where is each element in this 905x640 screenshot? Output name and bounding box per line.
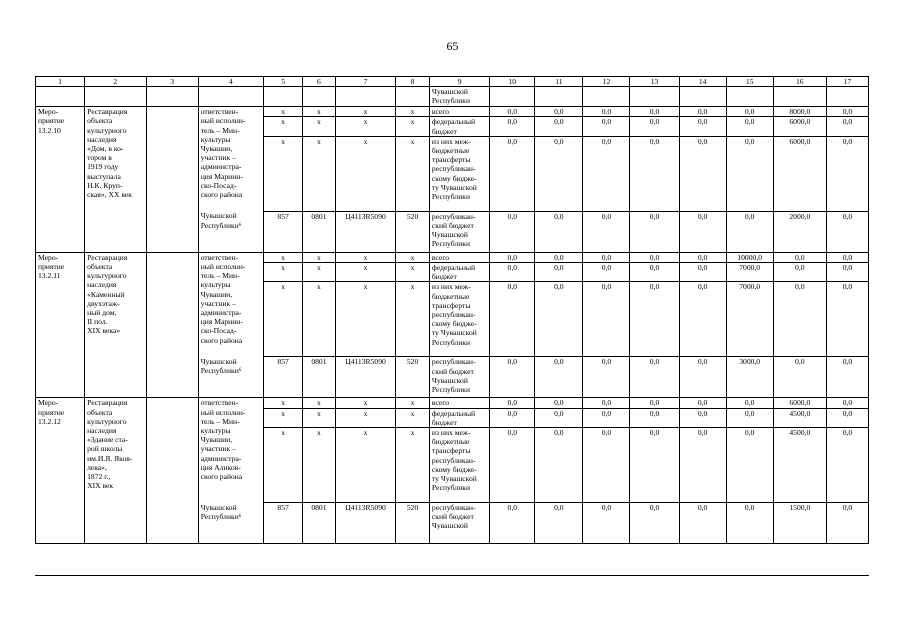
responsible-executor-top (198, 252, 263, 357)
code-cell: x (303, 107, 336, 117)
value-cell: 0,0 (535, 398, 583, 408)
value-cell: 0,0 (583, 107, 630, 117)
code-cell: x (335, 252, 395, 262)
value-cell: 0,0 (583, 117, 630, 136)
code-cell: x (335, 107, 395, 117)
empty-cell (146, 252, 198, 398)
value-cell: 0,0 (630, 398, 679, 408)
source-label: из них меж- бюджетные трансферты республикан- скому бюдже- ту Чувашской Республики (429, 428, 489, 503)
value-cell: 0,0 (630, 117, 679, 136)
event-id: Меро- приятие 13.2.11 (36, 252, 85, 398)
responsible-prefix: ответствен- ный исполни- тель – Мин- культуры Чувашии, участник – администра- (200, 398, 246, 463)
code-cell: x (396, 282, 430, 357)
value-cell: 0,0 (630, 357, 679, 398)
value-cell: 0,0 (630, 107, 679, 117)
responsible-district: ция Мариин- ско-Посад- ского района (200, 171, 243, 200)
value-cell: 0,0 (826, 107, 868, 117)
value-cell: 0,0 (490, 263, 535, 282)
code-cell: x (335, 398, 395, 408)
source-label: всего (429, 107, 489, 117)
source-label: федеральный бюджет (429, 117, 489, 136)
value-cell: 0,0 (630, 263, 679, 282)
value-cell: 0,0 (583, 211, 630, 252)
code-cell: x (303, 263, 336, 282)
value-cell: 0,0 (535, 357, 583, 398)
value-cell: 0,0 (630, 211, 679, 252)
code-cell: x (264, 117, 303, 136)
value-cell: 6000,0 (773, 398, 826, 408)
value-cell: 0,0 (679, 428, 726, 503)
code-cell: x (264, 252, 303, 262)
value-cell: 7000,0 (726, 263, 773, 282)
source-label: всего (429, 398, 489, 408)
value-cell: 0,0 (490, 503, 535, 544)
event-name: Реставрация объекта культурного наследия «Дом, в ко- тором в 1919 году выступала Н.К. Круп- ская», XX век (85, 107, 146, 253)
table-row (36, 252, 869, 262)
code-cell: x (303, 428, 336, 503)
col-header: 13 (630, 77, 679, 87)
col-header: 16 (773, 77, 826, 87)
table-bottom-rule (35, 575, 869, 576)
value-cell: 0,0 (490, 357, 535, 398)
code-cell: x (396, 252, 430, 262)
responsible-executor-bottom: Чувашской Республики⁶ (198, 211, 263, 252)
value-cell: 0,0 (490, 117, 535, 136)
value-cell: 0,0 (826, 263, 868, 282)
value-cell: 0,0 (583, 357, 630, 398)
value-cell: 8000,0 (773, 107, 826, 117)
code-cell: x (396, 263, 430, 282)
value-cell: 0,0 (726, 428, 773, 503)
code-cell: x (396, 428, 430, 503)
value-cell: 0,0 (773, 282, 826, 357)
responsible-prefix: ответствен- ный исполни- тель – Мин- культуры Чувашии, участник – администра- (200, 107, 246, 172)
col-header: 12 (583, 77, 630, 87)
code-cell: x (335, 408, 395, 427)
value-cell: 0,0 (826, 211, 868, 252)
code-cell: x (335, 136, 395, 211)
col-header: 17 (826, 77, 868, 87)
responsible-prefix: ответствен- ный исполни- тель – Мин- культуры Чувашии, участник – администра- (200, 252, 246, 318)
code-cell: Ц4113R5090 (335, 357, 395, 398)
value-cell: 0,0 (679, 503, 726, 544)
value-cell: 0,0 (679, 357, 726, 398)
value-cell: 0,0 (583, 282, 630, 357)
value-cell: 0,0 (726, 408, 773, 427)
value-cell: 6000,0 (773, 136, 826, 211)
col-header: 9 (429, 77, 489, 87)
value-cell: 0,0 (826, 503, 868, 544)
value-cell: 0,0 (679, 136, 726, 211)
code-cell: x (396, 398, 430, 408)
value-cell: 3000,0 (726, 357, 773, 398)
code-cell: x (335, 263, 395, 282)
code-cell: 0801 (303, 503, 336, 544)
value-cell: 0,0 (773, 252, 826, 262)
value-cell: 0,0 (583, 263, 630, 282)
code-cell: x (335, 428, 395, 503)
continuation-row (36, 87, 869, 107)
code-cell: x (264, 408, 303, 427)
value-cell: 0,0 (826, 282, 868, 357)
value-cell: 0,0 (726, 107, 773, 117)
value-cell: 0,0 (630, 252, 679, 262)
source-label: республикан- ский бюджет Чувашской Республики (429, 211, 489, 252)
continuation-cell: Чувашской Республики (429, 87, 489, 107)
code-cell: x (303, 117, 336, 136)
value-cell: 0,0 (726, 503, 773, 544)
code-cell: 857 (264, 357, 303, 398)
code-cell: 520 (396, 357, 430, 398)
page-number: 65 (446, 39, 459, 53)
value-cell: 0,0 (773, 357, 826, 398)
code-cell: x (396, 117, 430, 136)
value-cell: 0,0 (583, 408, 630, 427)
value-cell: 0,0 (630, 282, 679, 357)
value-cell: 0,0 (535, 263, 583, 282)
budget-table (35, 76, 869, 544)
value-cell: 0,0 (826, 398, 868, 408)
event-id: Меро- приятие 13.2.10 (36, 107, 85, 253)
value-cell: 0,0 (583, 503, 630, 544)
code-cell: 0801 (303, 357, 336, 398)
table-row (36, 107, 869, 117)
col-header: 4 (198, 77, 263, 87)
responsible-executor-bottom: Чувашской Республики⁶ (198, 503, 263, 544)
value-cell: 0,0 (679, 211, 726, 252)
col-header: 11 (535, 77, 583, 87)
value-cell: 0,0 (826, 252, 868, 262)
source-label: из них меж- бюджетные трансферты республикан- скому бюдже- ту Чувашской Республики (429, 136, 489, 211)
value-cell: 0,0 (826, 408, 868, 427)
value-cell: 0,0 (679, 282, 726, 357)
value-cell: 0,0 (630, 503, 679, 544)
value-cell: 10000,0 (726, 252, 773, 262)
value-cell: 4500,0 (773, 408, 826, 427)
value-cell: 0,0 (490, 408, 535, 427)
code-cell: x (396, 408, 430, 427)
value-cell: 0,0 (583, 428, 630, 503)
value-cell: 0,0 (490, 398, 535, 408)
source-label: республикан- ский бюджет Чувашской Республики (429, 357, 489, 398)
value-cell: 0,0 (535, 107, 583, 117)
value-cell: 0,0 (535, 408, 583, 427)
col-header: 3 (146, 77, 198, 87)
code-cell: Ц4113R5090 (335, 503, 395, 544)
event-name: Реставрация объекта культурного наследия «Каменный двухэтаж- ный дом, II пол. XIX века» (85, 252, 146, 398)
code-cell: x (335, 282, 395, 357)
code-cell: x (335, 117, 395, 136)
responsible-executor-top (198, 398, 263, 503)
responsible-district: ция Мариин- ско-Посад- ского района (200, 317, 243, 345)
code-cell: Ц4113R5090 (335, 211, 395, 252)
code-cell: x (396, 136, 430, 211)
responsible-executor-bottom: Чувашской Республики⁶ (198, 357, 263, 398)
source-label: республикан- ский бюджет Чувашской (429, 503, 489, 544)
code-cell: 0801 (303, 211, 336, 252)
value-cell: 0,0 (726, 211, 773, 252)
value-cell: 0,0 (679, 252, 726, 262)
value-cell: 0,0 (826, 428, 868, 503)
code-cell: 520 (396, 211, 430, 252)
source-label: из них меж- бюджетные трансферты республикан- скому бюдже- ту Чувашской Республики (429, 282, 489, 357)
code-cell: x (303, 398, 336, 408)
col-header: 5 (264, 77, 303, 87)
value-cell: 0,0 (826, 357, 868, 398)
col-header: 6 (303, 77, 336, 87)
value-cell: 0,0 (535, 211, 583, 252)
value-cell: 6000,0 (773, 117, 826, 136)
value-cell: 7000,0 (726, 282, 773, 357)
col-header: 10 (490, 77, 535, 87)
value-cell: 0,0 (490, 211, 535, 252)
table-row (36, 398, 869, 408)
source-label: всего (429, 252, 489, 262)
value-cell: 0,0 (535, 117, 583, 136)
value-cell: 0,0 (490, 428, 535, 503)
code-cell: x (303, 408, 336, 427)
value-cell: 0,0 (630, 428, 679, 503)
code-cell: x (264, 263, 303, 282)
code-cell: x (264, 136, 303, 211)
value-cell: 0,0 (583, 398, 630, 408)
value-cell: 0,0 (490, 107, 535, 117)
code-cell: x (396, 107, 430, 117)
value-cell: 0,0 (679, 117, 726, 136)
empty-cell (146, 398, 198, 544)
value-cell: 0,0 (490, 136, 535, 211)
value-cell: 0,0 (535, 503, 583, 544)
value-cell: 0,0 (679, 408, 726, 427)
header-row (36, 77, 869, 87)
source-label: федеральный бюджет (429, 263, 489, 282)
value-cell: 0,0 (826, 117, 868, 136)
value-cell: 0,0 (583, 136, 630, 211)
code-cell: x (303, 252, 336, 262)
value-cell: 2000,0 (773, 211, 826, 252)
source-label: федеральный бюджет (429, 408, 489, 427)
value-cell: 0,0 (679, 263, 726, 282)
code-cell: x (303, 282, 336, 357)
col-header: 2 (85, 77, 146, 87)
code-cell: x (264, 107, 303, 117)
value-cell: 0,0 (583, 252, 630, 262)
value-cell: 0,0 (630, 136, 679, 211)
event-name: Реставрация объекта культурного наследия «Здание ста- рой школы им.И.Я. Яков- лева», 1872 г., XIX век (85, 398, 146, 544)
value-cell: 0,0 (490, 282, 535, 357)
event-id: Меро- приятие 13.2.12 (36, 398, 85, 544)
value-cell: 0,0 (826, 136, 868, 211)
value-cell: 0,0 (535, 252, 583, 262)
col-header: 1 (36, 77, 85, 87)
value-cell: 0,0 (490, 252, 535, 262)
value-cell: 0,0 (773, 263, 826, 282)
col-header: 7 (335, 77, 395, 87)
value-cell: 0,0 (726, 117, 773, 136)
empty-cell (146, 107, 198, 253)
responsible-executor-top (198, 107, 263, 212)
code-cell: x (264, 398, 303, 408)
responsible-district: ция Аликов- ского района (200, 462, 243, 482)
value-cell: 0,0 (535, 282, 583, 357)
code-cell: x (264, 282, 303, 357)
value-cell: 0,0 (726, 398, 773, 408)
col-header: 14 (679, 77, 726, 87)
code-cell: 857 (264, 211, 303, 252)
value-cell: 4500,0 (773, 428, 826, 503)
col-header: 8 (396, 77, 430, 87)
value-cell: 0,0 (726, 136, 773, 211)
value-cell: 0,0 (679, 107, 726, 117)
code-cell: x (303, 136, 336, 211)
value-cell: 0,0 (535, 136, 583, 211)
value-cell: 1500,0 (773, 503, 826, 544)
code-cell: x (264, 428, 303, 503)
code-cell: 520 (396, 503, 430, 544)
value-cell: 0,0 (630, 408, 679, 427)
code-cell: 857 (264, 503, 303, 544)
value-cell: 0,0 (679, 398, 726, 408)
col-header: 15 (726, 77, 773, 87)
value-cell: 0,0 (535, 428, 583, 503)
